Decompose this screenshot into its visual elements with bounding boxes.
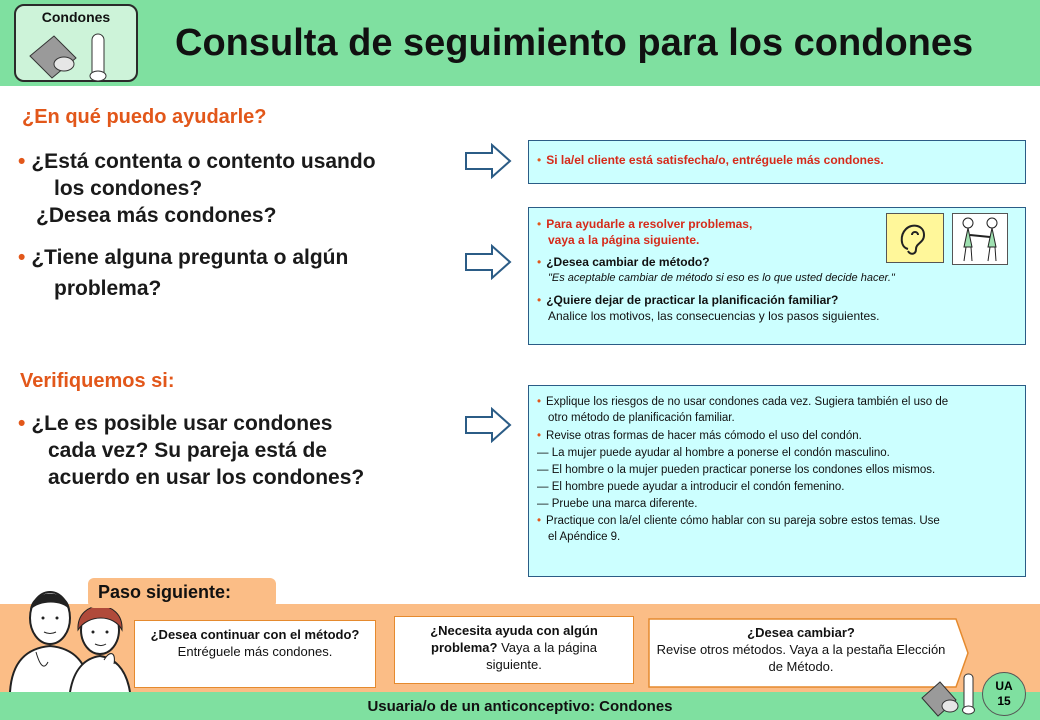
page-title: Consulta de seguimiento para los condones <box>175 22 974 64</box>
card2-title: ¿Necesita ayuda con algún problema? <box>430 623 598 655</box>
box2-item2-quote: "Es aceptable cambiar de método si eso es lo que usted decide hacer." <box>548 272 895 284</box>
box3-b1-line1: Explique los riesgos de no usar condones cada vez. Sugiera también el uso de <box>546 396 949 408</box>
box3-b1-line2: otro método de planificación familiar. <box>548 412 735 424</box>
ua-line1: UA <box>995 679 1013 693</box>
q1-line3: ¿Desea más condones? <box>36 204 277 227</box>
info-box-satisfied <box>528 140 1026 184</box>
card3-title: ¿Desea cambiar? <box>747 625 855 640</box>
bullet-icon: • <box>537 515 542 527</box>
q2-line2: problema? <box>54 277 162 300</box>
arrow-right-icon <box>464 244 512 280</box>
page-code-badge <box>982 672 1026 716</box>
tab-label: Condones <box>41 9 111 25</box>
bullet-icon: • <box>18 150 26 173</box>
q3-line3: acuerdo en usar los condones? <box>48 466 365 489</box>
question-consistent-use <box>18 410 364 491</box>
box3-b3-line1: Practique con la/el cliente cómo hablar con su pareja sobre estos temas. Use <box>546 515 940 527</box>
bullet-icon: • <box>18 412 26 435</box>
bullet-icon: • <box>537 217 542 231</box>
card3-text: Revise otros métodos. Vaya a la pestaña Elección de Método. <box>656 642 946 674</box>
bullet-icon: • <box>537 293 542 307</box>
next-step-problem-help[interactable] <box>394 616 634 684</box>
handshake-counselling-icon <box>952 213 1008 265</box>
q1-line1: ¿Está contenta o contento usando <box>31 150 376 173</box>
box3-d3: — El hombre puede ayudar a introducir el condón femenino. <box>537 481 845 493</box>
bullet-icon: • <box>537 153 542 167</box>
section-heading-verify: Verifiquemos si: <box>20 370 175 392</box>
box2-item3-text: Analice los motivos, las consecuencias y los pasos siguientes. <box>548 309 880 323</box>
box1-text: Si la/el cliente está satisfecha/o, entréguele más condones. <box>546 153 884 167</box>
q3-line1: ¿Le es posible usar condones <box>31 412 333 435</box>
card1-title: ¿Desea continuar con el método? <box>150 627 360 642</box>
bullet-icon: • <box>537 255 542 269</box>
arrow-right-icon <box>464 143 512 179</box>
box3-d1: — La mujer puede ayudar al hombre a ponerse el condón masculino. <box>537 447 890 459</box>
footer-method-label: Usuaria/o de un anticonceptivo: Condones <box>367 698 673 715</box>
question-problem <box>18 244 348 302</box>
q1-line2: los condones? <box>54 177 203 200</box>
box2-item1-line2: vaya a la página siguiente. <box>548 233 700 247</box>
box3-d4: — Pruebe una marca diferente. <box>537 498 698 510</box>
condones-tab[interactable] <box>14 4 138 82</box>
next-step-change[interactable] <box>656 624 946 675</box>
bullet-icon: • <box>537 430 542 442</box>
ear-listening-icon <box>886 213 944 263</box>
info-box-consistent-use <box>528 385 1026 577</box>
next-step-label: Paso siguiente: <box>88 578 276 608</box>
bullet-icon: • <box>537 396 542 408</box>
box3-b3-line2: el Apéndice 9. <box>548 531 621 543</box>
q2-line1: ¿Tiene alguna pregunta o algún <box>31 246 349 269</box>
box3-d2: — El hombre o la mujer pueden practicar ponerse los condones ellos mismos. <box>537 464 936 476</box>
box2-item3-title: ¿Quiere dejar de practicar la planificación familiar? <box>546 293 839 307</box>
section-heading-help: ¿En qué puedo ayudarle? <box>22 106 267 128</box>
question-satisfied <box>18 148 376 229</box>
arrow-right-icon <box>464 407 512 443</box>
condom-package-icon <box>26 28 126 84</box>
bullet-icon: • <box>18 246 26 269</box>
q3-line2: cada vez? Su pareja está de <box>48 439 327 462</box>
card1-text: Entréguele más condones. <box>177 644 333 659</box>
ua-line2: 15 <box>997 694 1011 708</box>
box3-b2: Revise otras formas de hacer más cómodo el uso del condón. <box>546 430 862 442</box>
card2-text: Vaya a la página siguiente. <box>486 640 597 672</box>
condom-package-icon <box>920 672 980 718</box>
box2-item1-line1: Para ayudarle a resolver problemas, <box>546 217 753 231</box>
box2-item2-title: ¿Desea cambiar de método? <box>546 255 710 269</box>
next-step-continue[interactable] <box>134 620 376 688</box>
